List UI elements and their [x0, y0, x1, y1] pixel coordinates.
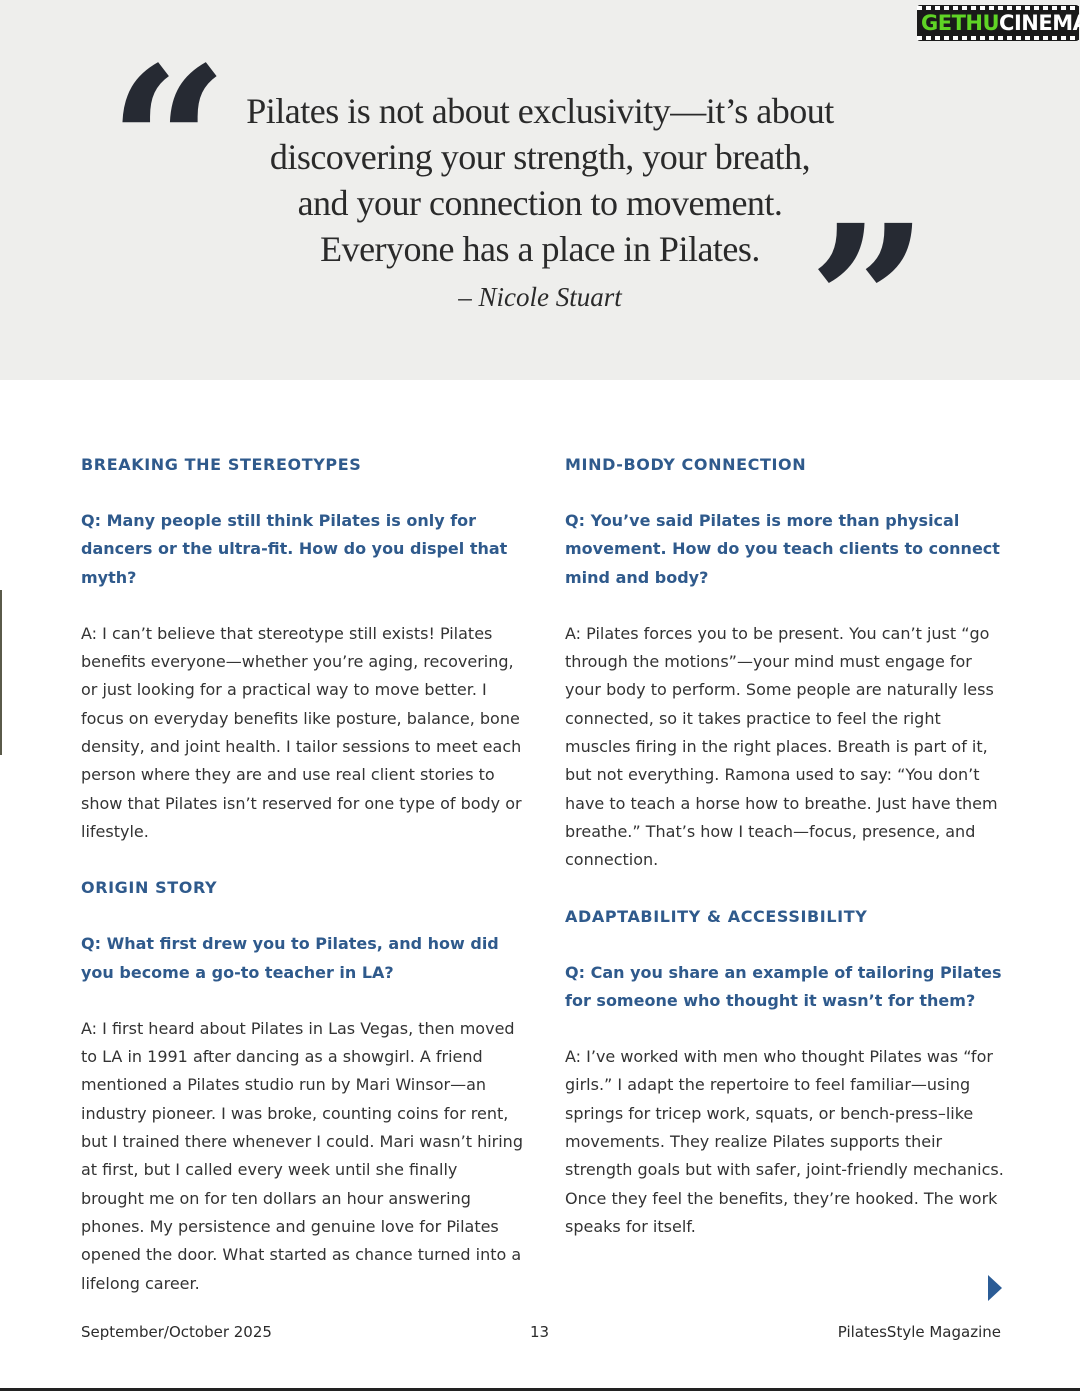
- watermark-part1: GETHU: [921, 11, 1000, 35]
- pull-quote-line: and your connection to movement.: [297, 183, 783, 223]
- close-quote-icon: ”: [808, 179, 929, 426]
- section-heading: BREAKING THE STEREOTYPES: [81, 455, 362, 474]
- interview-answer: A: I can’t believe that stereotype still exists! Pilates benefits everyone—whether you’re aging, recovering, or just looking for a practical way to move better. I focus on everyday benefits like posture, balance, bone density, and joint health. I tailor sessions to meet each person where they are and use real client stories to show that Pilates isn’t reserved for one type of body or lifestyle.: [81, 623, 522, 841]
- section-heading: ORIGIN STORY: [81, 878, 218, 898]
- pull-quote-line: Everyone has a place in Pilates.: [320, 229, 760, 269]
- footer-publication-name: PilatesStyle Magazine: [837, 1323, 1001, 1341]
- interview-answer: A: I’ve worked with men who thought Pilates was “for girls.” I adapt the repertoire to feel familiar—using springs for tricep work, squats, or bench-press–like movements. They realize Pilates supports their strength goals but with safer, joint-friendly mechanics. Once they feel the benefits, they’re hooked. The work speaks for itself.: [565, 1047, 1004, 1236]
- left-edge-bar: [0, 590, 2, 755]
- pull-quote-text: [240, 88, 840, 272]
- footer-page-number: 13: [530, 1323, 550, 1341]
- pull-quote-line: discovering your strength, your breath,: [269, 137, 811, 177]
- pull-quote-band: [0, 0, 1080, 426]
- interview-question: Q: What first drew you to Pilates, and how did you become a go-to teacher in LA?: [81, 934, 499, 982]
- watermark-text: [921, 11, 1088, 35]
- section-heading: ADAPTABILITY & ACCESSIBILITY: [565, 906, 868, 926]
- pull-quote-line: Pilates is not about exclusivity—it’s about: [246, 91, 834, 131]
- section-heading: MIND-BODY CONNECTION: [565, 455, 807, 474]
- film-strip-decoration: [917, 6, 1079, 10]
- interview-answer: A: I first heard about Pilates in Las Vegas, then moved to LA in 1991 after dancing as a showgirl. A friend mentioned a Pilates studio run by Mari Winsor—an industry pioneer. I was broke, counting coins for rent, but I trained there whenever I could. Mari wasn’t hiring at first, but I called every week until she finally brought me on for ten dollars an hour answering phones. My persistence and genuine love for Pilates opened the door. What started as chance turned into a lifelong career.: [81, 1018, 523, 1293]
- watermark-logo: [917, 5, 1088, 41]
- footer-issue-date: September/October 2025: [81, 1323, 272, 1341]
- watermark-part2: CINEMA: [999, 11, 1088, 35]
- attribution-dash: –: [458, 282, 472, 312]
- next-page-arrow-icon[interactable]: [988, 1275, 1002, 1301]
- open-quote-icon: “: [108, 21, 229, 268]
- film-strip-decoration: [917, 36, 1079, 40]
- pull-quote-attribution: [390, 282, 690, 313]
- attribution-name: Nicole Stuart: [478, 282, 622, 312]
- interview-question: Q: Many people still think Pilates is only for dancers or the ultra-fit. How do you dispel that myth?: [81, 511, 508, 587]
- interview-question: Q: You’ve said Pilates is more than physical movement. How do you teach clients to connect mind and body?: [565, 511, 1000, 587]
- interview-answer: A: Pilates forces you to be present. You can’t just “go through the motions”—your mind must engage for your body to perform. Some people are naturally less connected, so it takes practice to feel the right muscles firing in the right places. Breath is part of it, but not everything. Ramona used to say: “You don’t have to teach a horse how to breathe. Just have them breathe.” That’s how I teach—focus, presence, and connection.: [565, 623, 998, 870]
- interview-question: Q: Can you share an example of tailoring Pilates for someone who thought it wasn’t for them?: [565, 962, 1002, 1010]
- right-column: [565, 451, 1007, 1241]
- left-column: [81, 451, 523, 1298]
